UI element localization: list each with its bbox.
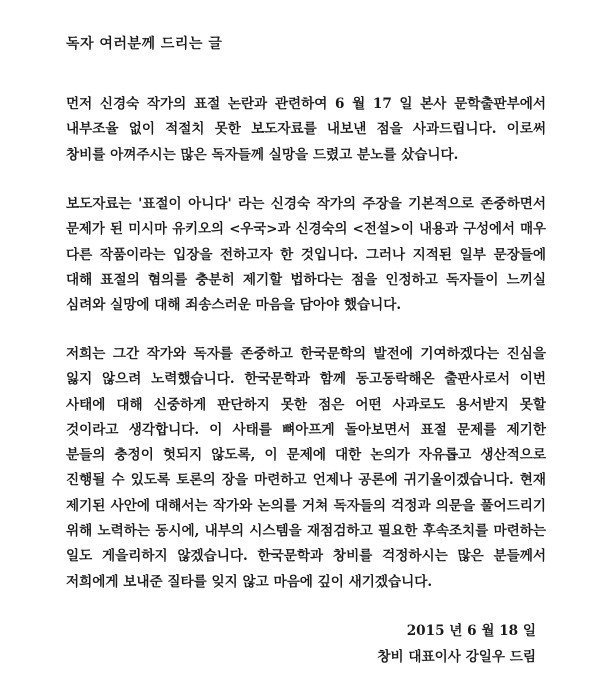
paragraph-line: 잃지 않으려 노력했습니다. 한국문학과 함께 동고동락해온 출판사로서 이번 (66, 371, 546, 388)
paragraph-line: 진행될 수 있도록 토론의 장을 마련하고 언제나 공론에 귀기울이겠습니다. 현재 (66, 472, 546, 489)
paragraph-press-release (66, 192, 546, 318)
paragraph-line: 저희에게 보내준 질타를 잊지 않고 마음에 깊이 새기겠습니다. (66, 573, 433, 590)
paragraph-line: 일도 게을리하지 않겠습니다. 한국문학과 창비를 걱정하시는 많은 분들께서 (66, 548, 546, 565)
letter-date: 2015 년 6 월 18 일 (406, 623, 536, 639)
paragraph-line: 보도자료는 '표절이 아니다' 라는 신경숙 작가의 주장을 기본적으로 존중하면서 (66, 196, 546, 212)
paragraph-line: 것이라고 생각합니다. 이 사태를 뼈아프게 돌아보면서 표절 문제를 제기한 (66, 421, 546, 438)
paragraph-line: 사태에 대해 신중하게 판단하지 못한 점은 어떤 사과로도 용서받지 못할 (66, 396, 546, 413)
paragraph-line: 분들의 충정이 헛되지 않도록, 이 문제에 대한 논의가 자유롭고 생산적으로 (66, 447, 546, 464)
paragraph-line: 먼저 신경숙 작가의 표절 논란과 관련하여 6 월 17 일 본사 문학출판부에서 (66, 96, 546, 112)
paragraph-line: 심려와 실망에 대해 죄송스러운 마음을 담아야 했습니다. (66, 297, 402, 314)
letter-signature: 창비 대표이사 강일우 드림 (377, 649, 536, 665)
paragraph-line: 문제가 된 미시마 유키오의 <우국>과 신경숙의 <전설>이 내용과 구성에서 매우 (66, 221, 546, 238)
paragraph-line: 위해 노력하는 동시에, 내부의 시스템을 재점검하고 필요한 후속조치를 마련하는 (66, 523, 546, 540)
paragraph-line: 저희는 그간 작가와 독자를 존중하고 한국문학의 발전에 기여하겠다는 진심을 (66, 346, 546, 362)
paragraph-commitment (66, 342, 546, 595)
paragraph-line: 대해 표절의 혐의를 충분히 제기할 법하다는 점을 인정하고 독자들이 느끼실 (66, 271, 546, 288)
paragraph-line: 다른 작품이라는 입장을 전하고자 한 것입니다. 그러나 지적된 일부 문장들에 (66, 246, 546, 263)
letter-title: 독자 여러분께 드리는 글 (66, 36, 223, 52)
paragraph-apology (66, 92, 546, 168)
paragraph-line: 내부조율 없이 적절치 못한 보도자료를 내보낸 점을 사과드립니다. 이로써 (66, 121, 546, 138)
paragraph-line: 창비를 아껴주시는 많은 독자들께 실망을 드렸고 분노를 샀습니다. (66, 146, 459, 163)
paragraph-line: 제기된 사안에 대해서는 작가와 논의를 거쳐 독자들의 걱정과 의문을 풀어드리기 (66, 497, 546, 514)
